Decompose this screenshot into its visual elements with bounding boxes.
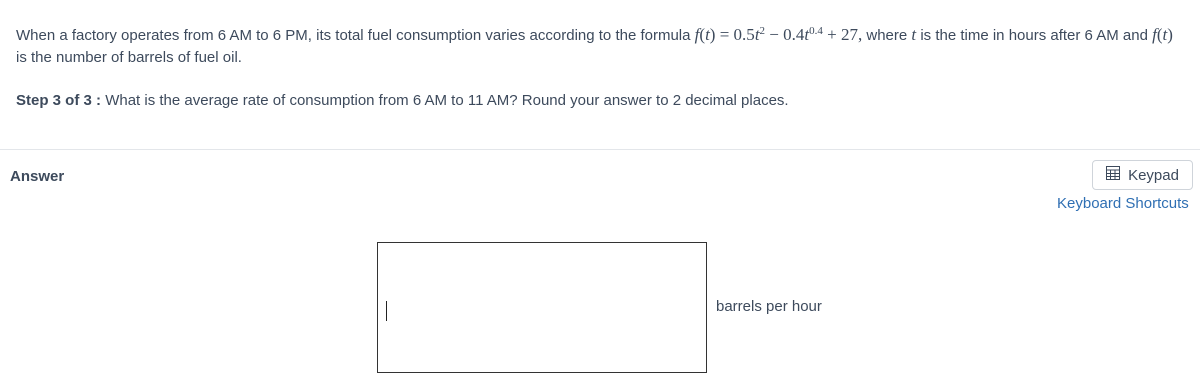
formula-minus: − 0.4	[765, 25, 805, 44]
answer-label: Answer	[10, 168, 65, 185]
keyboard-shortcuts-link[interactable]: Keyboard Shortcuts	[1057, 195, 1189, 212]
answer-input[interactable]	[377, 242, 707, 373]
question-end: is the number of barrels of fuel oil.	[16, 49, 242, 66]
formula-var-3: t	[804, 25, 810, 44]
formula-eq: = 0.5	[715, 25, 755, 44]
answer-unit: barrels per hour	[716, 298, 822, 315]
formula-var-2: t	[754, 25, 760, 44]
section-divider	[0, 149, 1200, 150]
question-where: where	[862, 27, 912, 44]
formula-var: t	[705, 25, 710, 44]
formula-exp1: 2	[759, 25, 766, 37]
formula-exp2: 0.4	[809, 25, 823, 37]
fn-ref: f(t)	[1152, 25, 1173, 44]
question-where-rest: is the time in hours after 6 AM and	[916, 27, 1153, 44]
fn-ref-t: t	[1162, 25, 1168, 44]
formula-plus: + 27,	[822, 25, 863, 44]
question-intro: When a factory operates from 6 AM to 6 PM, its total fuel consumption varies according to the formula	[16, 27, 695, 44]
keypad-grid-icon	[1106, 166, 1120, 184]
var-t: t	[911, 25, 917, 44]
fn-ref-f: f	[1152, 25, 1157, 44]
keypad-label: Keypad	[1128, 166, 1179, 184]
step-line	[16, 92, 789, 109]
keypad-button[interactable]	[1092, 160, 1193, 190]
step-text: What is the average rate of consumption from 6 AM to 11 AM? Round your answer to 2 decimal places.	[105, 92, 789, 109]
text-caret	[386, 301, 387, 321]
question-text	[16, 24, 1186, 69]
formula: $f(t) = 0.5t^2 - 0.4t^{0.4} + 27$,	[694, 25, 863, 44]
step-label: Step 3 of 3 :	[16, 92, 102, 109]
formula-fn: f	[694, 25, 700, 44]
